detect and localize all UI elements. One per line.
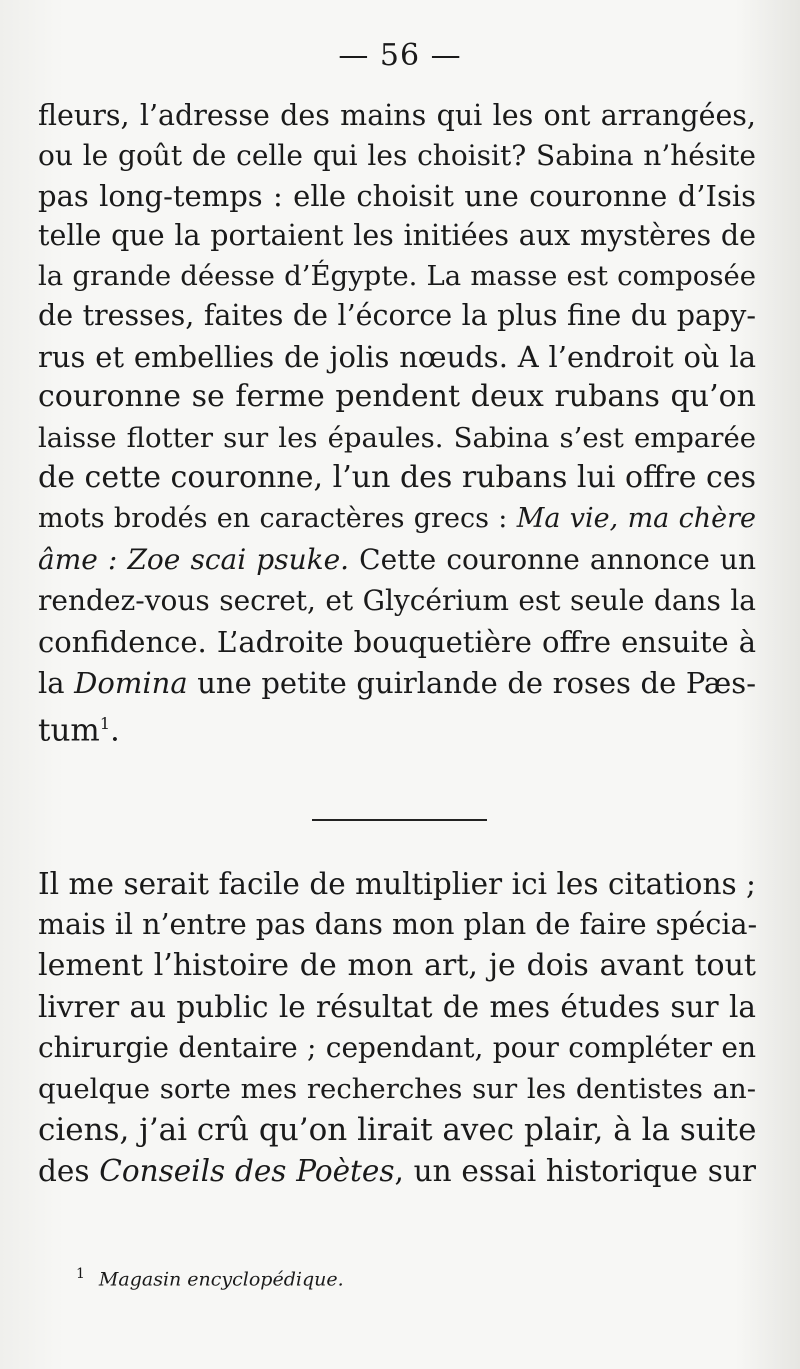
- text-line: couronne se ferme pendent deux rubans qu’on: [38, 379, 756, 414]
- text-run: tum: [38, 712, 100, 749]
- text-run: mots brodés en caractères grecs :: [38, 503, 517, 534]
- italic-text: Conseils des Poètes: [99, 1154, 395, 1188]
- text-line: de tresses, faites de l’écorce la plus fine du papy-: [38, 299, 756, 332]
- text-line: livrer au public le résultat de mes études sur la: [38, 990, 756, 1024]
- text-run: des: [38, 1154, 100, 1188]
- footnote-reference: 1: [99, 714, 111, 733]
- text-run: , un essai historique sur: [394, 1154, 757, 1188]
- text-run: .: [110, 712, 120, 749]
- text-line: fleurs, l’adresse des mains qui les ont arrangées,: [38, 99, 756, 132]
- text-line: la grande déesse d’Égypte. La masse est composée: [38, 260, 756, 292]
- text-line: [38, 704, 756, 750]
- text-line: de cette couronne, l’un des rubans lui offre ces: [38, 460, 756, 495]
- text-run: une petite guirlande de roses de Pæs-: [187, 666, 756, 700]
- text-line: laisse flotter sur les épaules. Sabina s’est emparée: [38, 422, 756, 454]
- page-number: — 56 —: [338, 38, 462, 73]
- text-line: rus et embellies de jolis nœuds. A l’endroit où la: [38, 340, 756, 374]
- text-line: lement l’histoire de mon art, je dois avant tout: [38, 948, 756, 983]
- text-line: [38, 540, 756, 580]
- italic-text: âme : Zoe scai psuke.: [38, 543, 350, 576]
- footnote-text: Magasin encyclopédique.: [98, 1268, 344, 1291]
- italic-text: Domina: [74, 666, 188, 700]
- text-line: ou le goût de celle qui les choisit? Sabina n’hésite: [38, 139, 756, 172]
- text-line: mais il n’entre pas dans mon plan de faire spécia-: [38, 908, 758, 941]
- section-divider: [312, 819, 487, 821]
- footnote: [76, 1266, 344, 1290]
- footnote-mark: 1: [76, 1266, 85, 1282]
- text-line: telle que la portaient les initiées aux mystères de: [38, 219, 756, 252]
- italic-text: Ma vie, ma chère: [516, 503, 756, 534]
- text-line: [38, 1151, 756, 1191]
- text-line: ciens, j’ai crû qu’on lirait avec plair, à la suite: [38, 1112, 757, 1148]
- text-run: Cette couronne annonce un: [349, 543, 756, 576]
- text-line: pas long-temps : elle choisit une couronne d’Isis: [38, 179, 756, 213]
- text-line: Il me serait facile de multiplier ici les citations ;: [38, 867, 756, 901]
- text-line: quelque sorte mes recherches sur les dentistes an-: [38, 1073, 756, 1105]
- text-line: [38, 499, 756, 539]
- text-line: [38, 663, 756, 703]
- text-line: rendez-vous secret, et Glycérium est seule dans la: [38, 584, 756, 617]
- text-run: la: [38, 666, 75, 700]
- text-line: confidence. L’adroite bouquetière offre ensuite à: [38, 625, 756, 659]
- text-line: chirurgie dentaire ; cependant, pour compléter en: [38, 1031, 756, 1064]
